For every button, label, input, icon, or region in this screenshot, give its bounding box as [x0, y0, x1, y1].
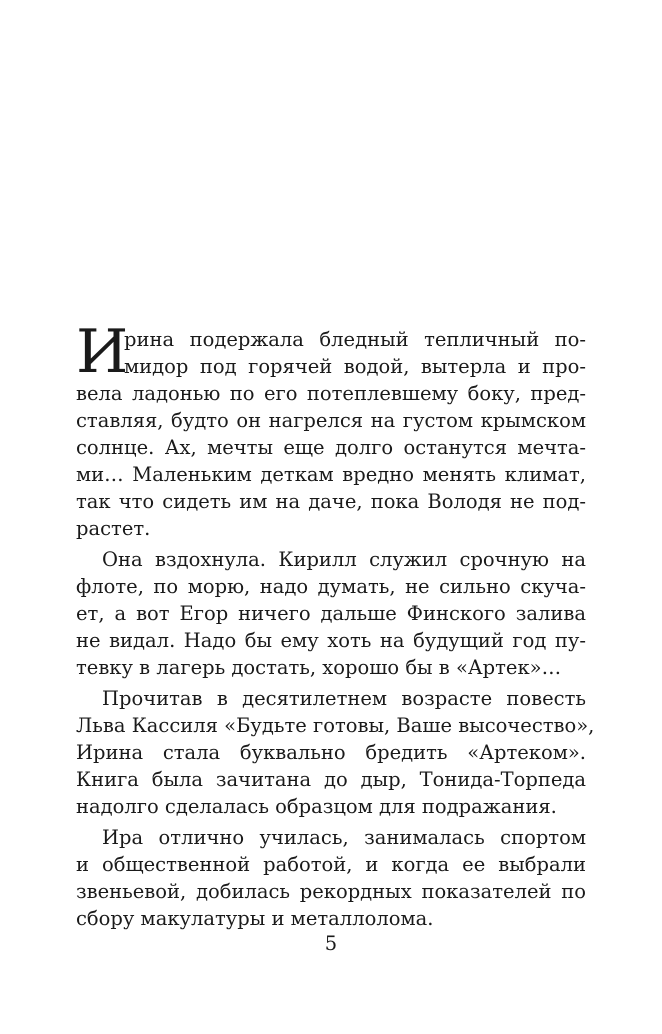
text-line: и общественной работой, и когда ее выбрали	[76, 853, 586, 876]
text-line: не видал. Надо бы ему хоть на будущий год пу-	[76, 629, 586, 652]
text-line: флоте, по морю, надо думать, не сильно скуча-	[76, 575, 586, 598]
page-number: 5	[324, 932, 338, 955]
paragraph	[76, 317, 586, 542]
text-line: вела ладонью по его потеплевшему боку, пред-	[76, 382, 586, 405]
text-line: Прочитав в десятилетнем возрасте повесть	[102, 687, 586, 710]
text-line: надолго сделалась образцом для подражания.	[76, 795, 557, 818]
text-line: Льва Кассиля «Будьте готовы, Ваше высочество»,	[76, 714, 595, 737]
paragraph	[76, 685, 595, 820]
body-text	[76, 317, 595, 932]
text-line: солнце. Ах, мечты еще долго останутся мечта-	[76, 436, 586, 459]
text-line: ми… Маленьким деткам вредно менять климат,	[76, 463, 586, 486]
text-line: так что сидеть им на даче, пока Володя не под-	[76, 490, 586, 513]
text-line: ставляя, будто он нагрелся на густом крымском	[76, 409, 586, 432]
text-line: мидор под горячей водой, вытерла и про-	[124, 355, 586, 378]
text-line: рина подержала бледный тепличный по-	[124, 328, 586, 351]
text-line: Ира отлично училась, занималась спортом	[102, 826, 586, 849]
paragraph	[76, 546, 586, 681]
text-line: звеньевой, добилась рекордных показателей по	[76, 880, 586, 903]
drop-cap: И	[76, 317, 129, 387]
text-line: Книга была зачитана до дыр, Тонида-Торпеда	[76, 768, 586, 791]
text-line: ет, а вот Егор ничего дальше Финского залива	[76, 602, 586, 625]
text-line: сбору макулатуры и металлолома.	[76, 907, 434, 930]
text-line: Ирина стала буквально бредить «Артеком».	[76, 741, 586, 764]
dropcap-lines	[76, 317, 586, 387]
text-line: Она вздохнула. Кирилл служил срочную на	[102, 548, 586, 571]
text-line: растет.	[76, 517, 151, 540]
text-line: тевку в лагерь достать, хорошо бы в «Артек»…	[76, 656, 562, 679]
paragraph	[76, 824, 586, 932]
